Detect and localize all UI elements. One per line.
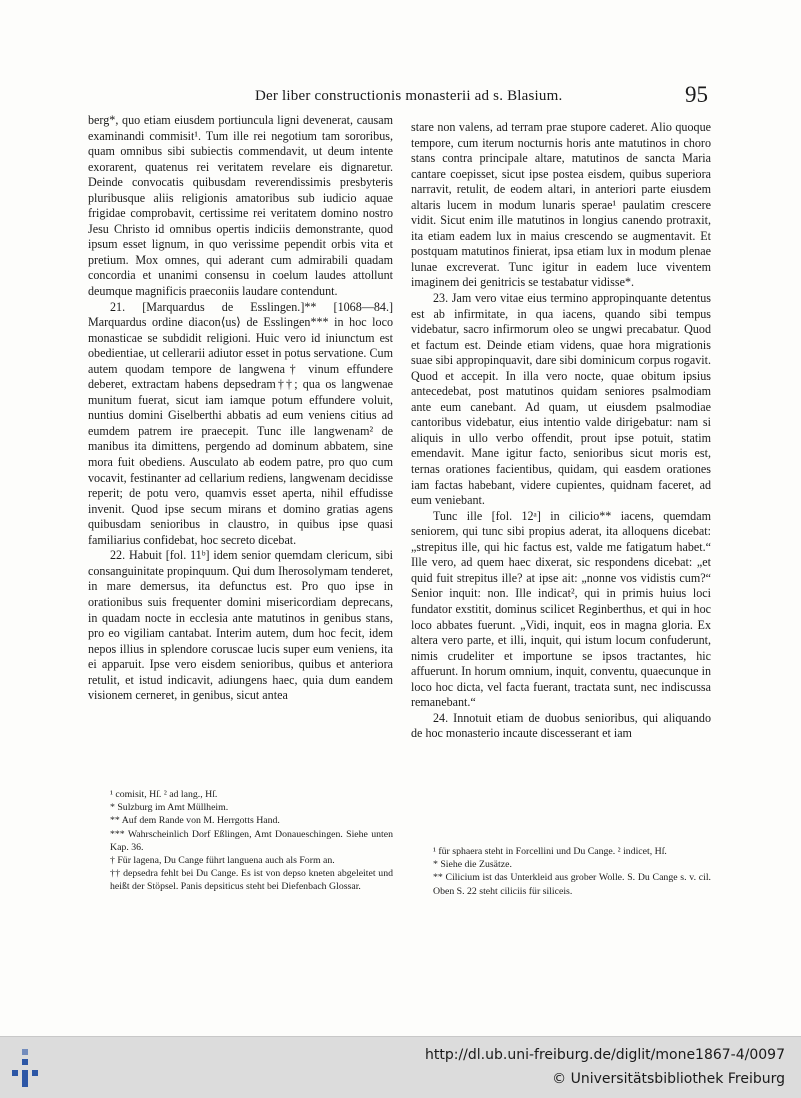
permalink-url[interactable]: http://dl.ub.uni-freiburg.de/diglit/mone1867-4/0097 (425, 1047, 785, 1063)
paragraph: Tunc ille [fol. 12ᵃ] in cilicio** iacens, quemdam seniorem, qui tunc sibi propius aderat, ita alloquens dicebat: „strepitus ille, qui hic factus est, valde me fatigatum habet.“ Ille vero, ad quem haec dixerat, sic respondens dicebat: „et quid fuit strepitus ille? at ipse ait: „nonne vos vidistis cum?“ Senior inquit: non. Ille indicat², qui in primis huius loci fundator exstitit, dominus scilicet Reginberthus, et qui in hoc loco abbates fuerunt. „Vidi, inquit, eos in magna gloria. Ex altera vero parte, et illi, inquit, qui istum locum confuderunt, nimis crudeliter et importune se ipsos tractantes, hic affuerunt. In horum omnium, inquit, conventu, quaecunque in loco hoc dicta, vel facta fuerant, tractata sunt, nec indiscussa remanebant.“ (411, 508, 711, 710)
chapter-21: 21. [Marquardus de Esslingen.]** [1068—84.] Marquardus ordine diacon⟨us⟩ de Esslingen*** in hoc loco monasticae se subdidit religioni. Huic vero id iniunctum est obedientiae, ut cellerarii adiutor esset in potus servatione. Cum autem quodam tempore de langwena† vinum effundere deberet, extractam habens depsedram††; qua os langwenae munitum fuerat, sicut iam iamque potum effundere voluit, nuntius domini Giselberthi abbatis ad eum veniens citius ad eumdem patrem ire praecepit. Tunc ille langwenam² de manibus ita dimittens, pergendo ad dominum abbatem, sine mora fuit obediens. Ausculato ab eodem patre, pro quo cum vocavit, festinanter ad cellarium rediens, langwenam decidisse reperit; de potu vero, quamvis esset aperta, nihil effudisse invenit. Quod ipse secum mirans et domino gratias agens quibusdam senioribus in claustro, in quibus ipse quasi familiarius confidebat, hoc secreto dicebat. (88, 299, 393, 547)
paragraph: stare non valens, ad terram prae stupore caderet. Alio quoque tempore, cum iterum nocturnis horis ante matutinos in choro stans contra principale altare, matutinos de sancta Maria cantare coepisset, sicut ipse postea eisdem, quibus superiora narravit, retulit, de eodem altari, in anteriori parte eiusdem altaris lucem in modum lunaris sperae¹ paulatim crescere vidit. Sicut enim ille matutinos in longius canendo protraxit, ita etiam eadem lux in maius crescendo se augmentavit. Et postquam matutinos finierat, ipsa etiam lux in modum plenae lunae excreverat. Tunc igitur in eadem luce viventem imaginem dei genitricis se testabatur vidisse*. (411, 120, 711, 290)
paragraph: berg*, quo etiam eiusdem portiuncula ligni devenerat, causam examinandi commisit¹. Tum ille rei negotium tam sororibus, quam omnibus sibi subiectis commendavit, ut deum intente exorarent, quatenus rei veritatem revelare eis dignaretur. Deinde convocatis quibusdam reverendissimis presbyteris pluribusque aliis religionis amatoribus sub iudicio aquae frigidae comprobavit, certissime rei veritatem domino nostro Jesu Christo id omnibus opertis indiciis demonstrante, quod ipsum esset lignum, in quo verissime pependit orbis vita et pretium. Mox omnes, qui aderant cum admirabili quadam concordia et unanimi consensu in coelum laudes attollunt deumque magnificis praeconiis laudare contendunt. (88, 113, 393, 299)
right-footnotes (411, 845, 711, 898)
footnote: † Für lagena, Du Cange führt languena auch als Form an. (110, 855, 335, 867)
chapter-24: 24. Innotuit etiam de duobus senioribus, qui aliquando de hoc monasterio incaute discesserant et iam (411, 710, 711, 741)
running-header: Der liber constructionis monasterii ad s. Blasium. (255, 88, 563, 104)
ub-freiburg-logo-icon[interactable] (12, 1049, 42, 1087)
footnote: †† depsedra fehlt bei Du Cange. Es ist von depso kneten abgeleitet und heißt der Stöpsel. Panis depsiticus steht bei Diefenbach Glossar. (110, 868, 393, 893)
footnote: ** Cilicium ist das Unterkleid aus grober Wolle. S. Du Cange s. v. cil. Oben S. 22 steht ciliciis für siliceis. (433, 872, 711, 897)
page-number: 95 (685, 82, 708, 107)
copyright-text: © Universitätsbibliothek Freiburg (552, 1071, 785, 1087)
footnote: ¹ comisit, Hſ. ² ad lang., Hſ. (110, 789, 218, 800)
footnote: ** Auf dem Rande von M. Herrgotts Hand. (110, 815, 280, 827)
footer-bar (0, 1036, 801, 1098)
footnote: *** Wahrscheinlich Dorf Eßlingen, Amt Donaueschingen. Siehe unten Kap. 36. (110, 828, 393, 853)
right-column (411, 120, 711, 742)
chapter-23: 23. Jam vero vitae eius termino appropinquante detentus est ab infirmitate, in qua iacens, quando sibi tempus videbatur, sacro infirmorum oleo se ungwi precabatur. Quod et factum est. Deinde etiam videns, quae hora migrationis suae sibi appropinquavit, dare sibi dominicum corpus rogavit. Quod et accepit. In illa vero nocte, quae obitum ipsius antecedebat, post matutinos quidam seniores psalmodiam ante eum canebant. Ad quam, ut eiusdem psalmodiae cantoribus videbatur, eius intentio valde dirigebatur: nam si aliquis in ullo verbo offendit, prout ipse potuit, statim emendavit. Mane igitur facto, senioribus sicut moris est, ternas orationes facientibus, quidam, qui easdem orationes iam factas habebant, videre cupientes, quidnam faceret, ad eum veniebant. (411, 291, 711, 508)
left-column (88, 113, 393, 704)
left-footnotes (88, 788, 393, 894)
footnote: * Siehe die Zusätze. (433, 859, 512, 871)
chapter-22: 22. Habuit [fol. 11ᵇ] idem senior quemdam clericum, sibi consanguinitate propinquum. Qui dum Iherosolymam tenderet, in mare demersus, ita defunctus est. Pro quo ipse in orationibus suis frequenter domini misericordiam deprecans, in quadam nocte in ecclesia ante matutinos in genibus stans, pro eo vigiliam cantabat. Interim autem, dum hoc fecit, idem nepos illius in splendore coruscae lucis super eum veniens, ita ei apparuit. Ipse vero eisdem senioribus, quibus et anteriora retulit, et istud indicavit, adiungens haec, quia dum eandem visionem cerneret, in genibus, sicut antea (88, 548, 393, 703)
footnote: ¹ für sphaera steht in Forcellini und Du Cange. ² indicet, Hſ. (433, 846, 667, 857)
footnote: * Sulzburg im Amt Müllheim. (110, 802, 229, 814)
